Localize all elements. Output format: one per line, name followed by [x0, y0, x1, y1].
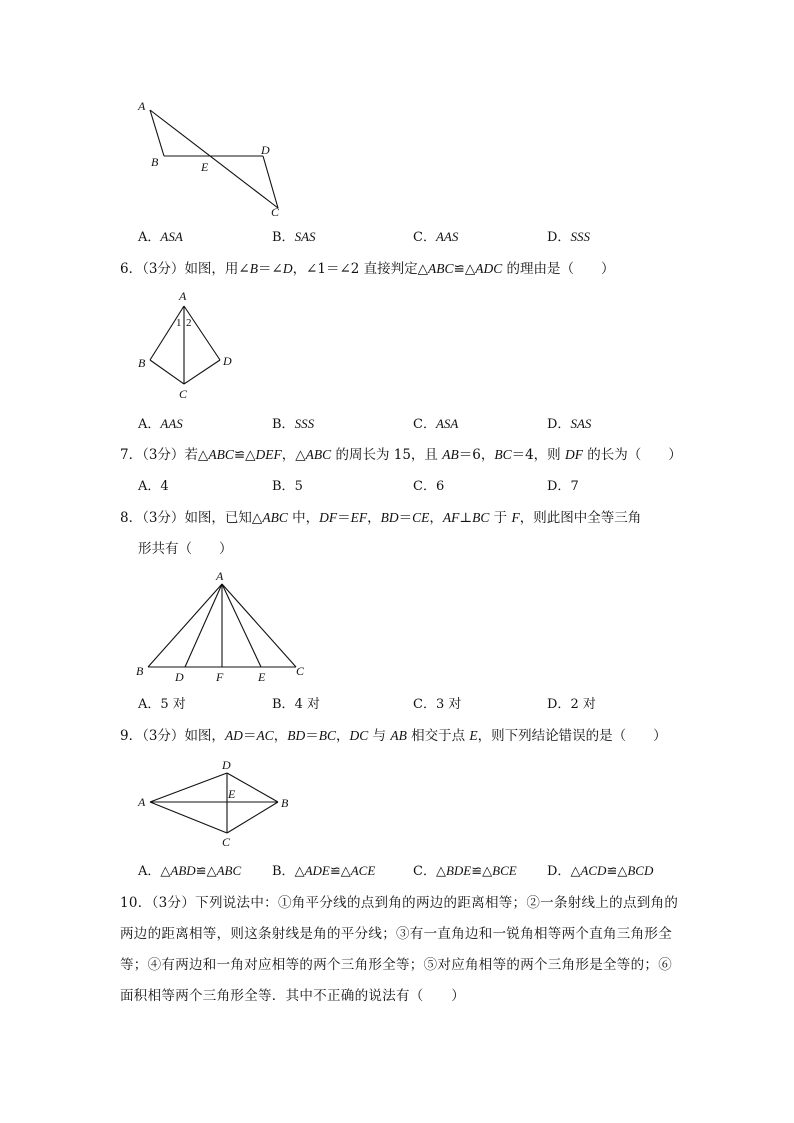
- q8-option-c[interactable]: [413, 696, 461, 714]
- option-value: ASA: [160, 229, 183, 244]
- math-term: AB: [442, 447, 459, 462]
- stem-text: 的长为（ ）: [582, 447, 682, 463]
- congruent-symbol: ≌△: [195, 864, 217, 879]
- q9-option-a[interactable]: [138, 862, 241, 881]
- stem-text: ≌△: [453, 261, 476, 277]
- option-key: A．: [138, 697, 161, 712]
- label-c: C: [179, 387, 188, 401]
- math-term: ABC: [428, 261, 454, 276]
- question-points: （3分）: [142, 728, 185, 744]
- q6-option-b[interactable]: [272, 415, 314, 434]
- stem-text: ＝: [305, 728, 319, 744]
- label-d: D: [223, 354, 232, 368]
- math-term: ACD: [580, 863, 607, 878]
- label-angle-1: 1: [176, 317, 182, 329]
- option-key: C．: [413, 417, 436, 432]
- math-term: CE: [412, 510, 430, 525]
- label-a: A: [216, 569, 224, 583]
- option-value: 2 对: [570, 697, 596, 712]
- stem-text: ＝: [337, 510, 351, 526]
- stem-text: 若△: [184, 447, 209, 463]
- stem-text: ⊥: [459, 510, 473, 526]
- label-d: D: [222, 758, 231, 772]
- math-term: DC: [349, 728, 369, 743]
- segment-ab: [148, 584, 222, 667]
- option-value: 3 对: [435, 697, 462, 712]
- segment-bc: [227, 802, 278, 833]
- stem-text: 于: [489, 510, 512, 526]
- segment-bc: [150, 360, 184, 384]
- math-term: AD: [224, 728, 243, 743]
- question-points: （3分）: [142, 447, 185, 463]
- option-key: A．: [138, 864, 161, 879]
- q5-option-c[interactable]: [413, 228, 458, 247]
- q6-option-a[interactable]: [138, 415, 183, 434]
- math-term: BD: [287, 728, 306, 743]
- math-term: DEF: [255, 447, 282, 462]
- math-term: E: [469, 728, 478, 743]
- option-key: C．: [413, 230, 436, 245]
- label-a: A: [138, 99, 146, 113]
- q7-option-a[interactable]: [138, 478, 169, 496]
- option-key: B．: [272, 479, 295, 494]
- option-key: D．: [547, 417, 571, 432]
- stem-text: 的周长为 15，且: [331, 447, 443, 463]
- math-term: ABC: [208, 447, 234, 462]
- segment-ad: [150, 773, 227, 802]
- q8-option-a[interactable]: [138, 696, 186, 714]
- q5-option-a[interactable]: [138, 228, 183, 247]
- math-term: AF: [442, 510, 460, 525]
- q8-stem-line2: 形共有（ ）: [138, 541, 233, 557]
- stem-text: ，: [273, 728, 288, 744]
- stem-text: 如图，用∠: [184, 261, 250, 277]
- math-term: AB: [390, 728, 407, 743]
- stem-text: ，则此图中全等三角: [519, 510, 642, 526]
- q6-stem: [120, 260, 615, 278]
- q5-option-b[interactable]: [272, 228, 316, 247]
- stem-text: ＝: [242, 728, 257, 744]
- question-number: 8．: [120, 510, 143, 526]
- segment-ab: [150, 110, 164, 156]
- math-term: AC: [256, 728, 274, 743]
- question-number: 9．: [120, 728, 143, 744]
- stem-text: ，∠1＝∠2 直接判定△: [292, 261, 429, 277]
- stem-text: ，: [367, 510, 381, 526]
- option-value: 6: [435, 479, 445, 494]
- stem-text: ，: [335, 728, 350, 744]
- math-term: ADE: [304, 863, 330, 878]
- math-term: BCD: [627, 863, 654, 878]
- figure-q9: [130, 755, 305, 853]
- question-number: 7．: [120, 447, 143, 463]
- label-a: A: [138, 795, 146, 809]
- segment-ac: [150, 802, 227, 833]
- label-e: E: [201, 160, 209, 174]
- option-key: A．: [138, 479, 161, 494]
- option-value: SAS: [570, 416, 592, 431]
- label-angle-2: 2: [186, 317, 192, 329]
- q10-stem: [120, 888, 680, 1012]
- option-value: SSS: [570, 229, 590, 244]
- triangle-symbol: △: [160, 864, 171, 879]
- option-key: B．: [272, 697, 295, 712]
- math-term: D: [282, 261, 293, 276]
- question-points: （3分）: [142, 510, 185, 526]
- stem-text: ＝4，则: [511, 447, 565, 463]
- option-value: AAS: [160, 416, 183, 431]
- question-number: 10．: [120, 895, 152, 911]
- option-key: D．: [547, 230, 571, 245]
- q9-stem: [120, 727, 667, 745]
- triangle-symbol: △: [294, 864, 305, 879]
- stem-text: 的理由是（ ）: [502, 261, 615, 277]
- segment-ac: [222, 584, 296, 667]
- label-e: E: [258, 670, 266, 684]
- option-key: D．: [547, 697, 571, 712]
- q7-stem: [120, 446, 682, 464]
- math-term: BC: [318, 728, 336, 743]
- triangle-symbol: △: [570, 864, 581, 879]
- label-b: B: [136, 664, 144, 678]
- figure-q5: [130, 95, 300, 225]
- math-term: EF: [350, 510, 368, 525]
- math-term: F: [511, 510, 520, 525]
- congruent-symbol: ≌△: [329, 864, 351, 879]
- segment-ab: [150, 306, 184, 360]
- option-key: B．: [272, 417, 295, 432]
- option-value: AAS: [435, 229, 459, 244]
- math-term: ADC: [475, 261, 503, 276]
- q7-option-c[interactable]: [413, 478, 444, 496]
- segment-ad: [184, 306, 220, 360]
- stem-text: 与: [368, 728, 391, 744]
- label-c: C: [271, 205, 280, 219]
- label-b: B: [151, 155, 159, 169]
- q7-option-d[interactable]: [547, 478, 579, 496]
- q6-option-d[interactable]: [547, 415, 591, 434]
- label-c: C: [296, 664, 305, 678]
- option-value: 5: [294, 479, 303, 494]
- segment-dc: [263, 156, 278, 208]
- option-key: A．: [138, 230, 161, 245]
- stem-text: 如图，: [184, 728, 225, 744]
- stem-text: ，则下列结论错误的是（ ）: [477, 728, 667, 744]
- math-term: ACE: [350, 863, 376, 878]
- figure-q6: [130, 288, 240, 406]
- q8-stem: [120, 509, 641, 527]
- math-term: ABD: [170, 863, 196, 878]
- q5-option-d[interactable]: [547, 228, 590, 247]
- stem-text: ＝∠: [258, 261, 283, 277]
- stem-text: 中，: [287, 510, 320, 526]
- option-value: ASA: [435, 416, 459, 431]
- option-key: C．: [413, 864, 436, 879]
- label-e: E: [228, 787, 236, 801]
- congruent-symbol: ≌△: [606, 864, 628, 879]
- stem-text: 下列说法中：①角平分线的点到角的两边的距离相等；②一条射线上的点到角的两边的距离相等，则这条射线是角的平分线；③有一直角边和一锐角相等两个直角三角形全等；④有两边和一角对应相等的两个三角形全等；⑤对应角相等的两个三角形是全等的；⑥面积相等两个三角形全等．其中不正确的说法有（ ）: [120, 895, 679, 1004]
- option-key: B．: [272, 864, 295, 879]
- option-key: D．: [547, 864, 571, 879]
- stem-text: ，: [429, 510, 443, 526]
- label-b: B: [281, 796, 289, 810]
- q7-option-b[interactable]: [272, 478, 303, 496]
- stem-text: ＝: [398, 510, 413, 526]
- segment-ad: [185, 584, 222, 667]
- option-key: B．: [272, 230, 295, 245]
- stem-text: 如图，已知△: [184, 510, 263, 526]
- math-term: ABC: [305, 447, 332, 462]
- q9-option-b[interactable]: [272, 862, 375, 881]
- math-term: ABC: [262, 510, 288, 525]
- question-points: （3分）: [151, 895, 196, 911]
- question-points: （3分）: [142, 261, 185, 277]
- math-term: DF: [564, 447, 583, 462]
- option-value: SAS: [294, 229, 316, 244]
- option-value: SSS: [294, 416, 315, 431]
- option-value: 4: [160, 479, 169, 494]
- q8-option-d[interactable]: [547, 696, 596, 714]
- stem-text: ≌△: [233, 447, 256, 463]
- math-term: BC: [494, 447, 512, 462]
- math-term: BC: [472, 510, 490, 525]
- math-term: BD: [380, 510, 399, 525]
- math-term: BDE: [445, 863, 472, 878]
- option-key: A．: [138, 417, 161, 432]
- figure-q8: [130, 566, 320, 688]
- label-a: A: [179, 289, 187, 303]
- stem-text: ＝6，: [458, 447, 495, 463]
- label-f: F: [216, 670, 224, 684]
- q9-option-d[interactable]: [547, 862, 653, 881]
- triangle-symbol: △: [435, 864, 446, 879]
- label-d: D: [175, 670, 184, 684]
- segment-dc: [184, 360, 220, 384]
- option-key: C．: [413, 479, 436, 494]
- segment-ac: [150, 110, 278, 208]
- math-term: DF: [319, 510, 338, 525]
- q9-option-c[interactable]: [413, 862, 517, 881]
- math-term: B: [249, 261, 258, 276]
- q8-option-b[interactable]: [272, 696, 320, 714]
- math-term: ABC: [216, 863, 242, 878]
- congruent-symbol: ≌△: [471, 864, 493, 879]
- option-key: C．: [413, 697, 436, 712]
- label-c: C: [222, 835, 231, 849]
- q6-option-c[interactable]: [413, 415, 458, 434]
- segment-ae: [222, 584, 261, 667]
- option-value: 5 对: [160, 697, 186, 712]
- label-d: D: [261, 143, 270, 157]
- label-b: B: [138, 356, 146, 370]
- math-term: BCE: [492, 863, 517, 878]
- option-value: 7: [570, 479, 579, 494]
- option-value: 4 对: [294, 697, 320, 712]
- question-number: 6．: [120, 261, 143, 277]
- stem-text: ，△: [281, 447, 306, 463]
- stem-text: 相交于点: [406, 728, 470, 744]
- option-key: D．: [547, 479, 571, 494]
